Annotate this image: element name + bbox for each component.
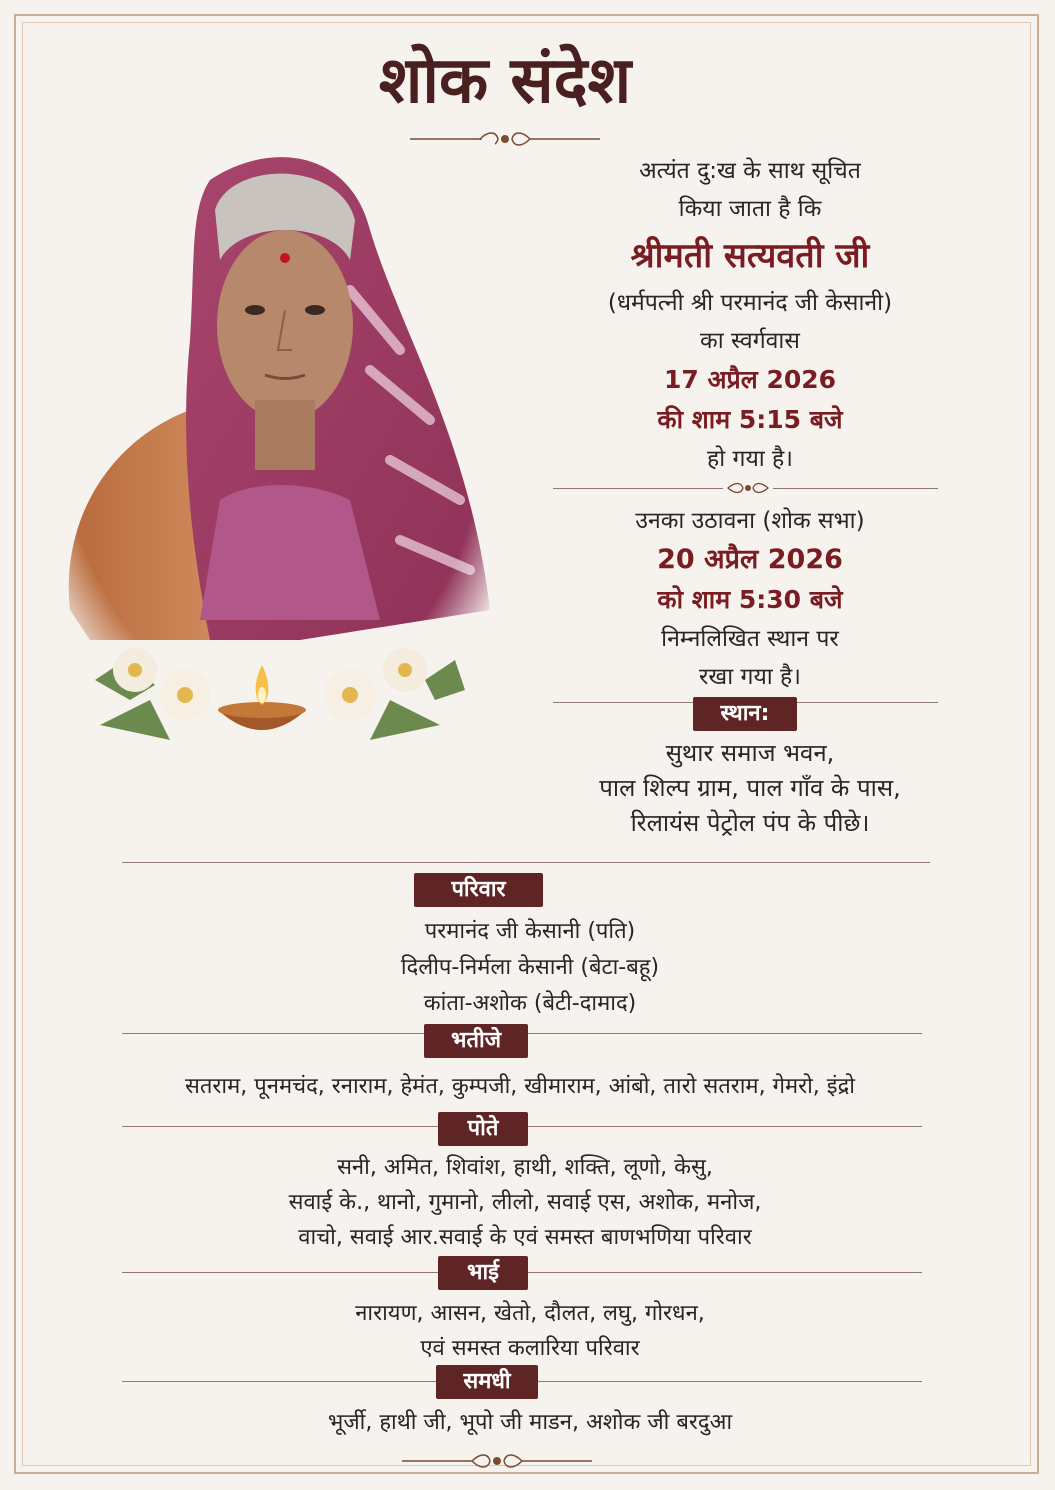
notice-intro-2: किया जाता है कि <box>678 196 822 222</box>
divider <box>122 1126 438 1127</box>
family-label: परिवार <box>414 873 543 907</box>
page-title: शोक संदेश <box>378 43 632 118</box>
divider <box>797 702 938 703</box>
divider <box>122 1033 424 1034</box>
in-laws-list <box>150 1405 910 1440</box>
family-line: परमानंद जी केसानी (पति) <box>424 919 636 944</box>
divider <box>553 488 723 489</box>
in-laws-label: समधी <box>436 1365 538 1399</box>
in-laws-line: भूर्जी, हाथी जी, भूपो जी माडन, अशोक जी बरदुआ <box>327 1410 733 1435</box>
family-line: कांता-अशोक (बेटी-दामाद) <box>423 991 637 1016</box>
grandsons-line: वाचो, सवाई आर.सवाई के एवं समस्त बाणभणिया परिवार <box>298 1225 752 1250</box>
divider <box>122 862 930 863</box>
uthavna-date: 20 अप्रैल 2026 <box>657 544 843 575</box>
brothers-line: एवं समस्त कलारिया परिवार <box>420 1336 640 1361</box>
event-text: का स्वर्गवास <box>700 328 800 354</box>
uthavna-time: को शाम 5:30 बजे <box>657 585 843 614</box>
family-list <box>200 914 860 1022</box>
divider <box>122 1381 436 1382</box>
venue-line: सुथार समाज भवन, <box>665 739 835 767</box>
uthavna-line-1: निम्नलिखित स्थान पर <box>661 626 839 652</box>
nephews-label: भतीजे <box>424 1024 528 1058</box>
death-time: की शाम 5:15 बजे <box>657 405 843 434</box>
brothers-list <box>200 1296 860 1366</box>
uthavna-intro: उनका उठावना (शोक सभा) <box>635 508 865 534</box>
family-line: दिलीप-निर्मला केसानी (बेटा-बहू) <box>400 955 660 980</box>
divider <box>528 1033 922 1034</box>
notice-closing: हो गया है। <box>707 446 793 472</box>
death-date: 17 अप्रैल 2026 <box>663 365 837 394</box>
brothers-label: भाई <box>438 1256 528 1290</box>
uthavna-block <box>550 502 950 696</box>
nephews-line: सतराम, पूनमचंद, रनाराम, हेमंत, कुम्पजी, खीमाराम, आंबो, तारो सतराम, गेमरो, इंद्रो <box>185 1074 855 1099</box>
divider <box>528 1126 922 1127</box>
divider <box>538 1381 922 1382</box>
notice-block <box>550 152 950 478</box>
venue-address <box>530 736 970 841</box>
grandsons-line: सवाई के., थानो, गुमानो, लीलो, सवाई एस, अशोक, मनोज, <box>288 1190 762 1215</box>
deceased-name: श्रीमती सत्यवती जी <box>630 236 870 276</box>
ornament-divider-icon <box>402 1450 592 1472</box>
venue-line: रिलायंस पेट्रोल पंप के पीछे। <box>630 809 870 837</box>
divider <box>528 1272 922 1273</box>
divider <box>122 1272 438 1273</box>
ornament-divider-icon <box>723 480 773 496</box>
divider <box>553 702 693 703</box>
grandsons-list <box>130 1150 920 1255</box>
grandsons-label: पोते <box>438 1112 528 1146</box>
brothers-line: नारायण, आसन, खेतो, दौलत, लघु, गोरधन, <box>355 1301 705 1326</box>
uthavna-line-2: रखा गया है। <box>699 664 801 690</box>
portrait-image <box>50 140 495 770</box>
grandsons-line: सनी, अमित, शिवांश, हाथी, शक्ति, लूणो, केसु, <box>337 1155 713 1180</box>
venue-label: स्थान: <box>693 697 797 731</box>
venue-line: पाल शिल्प ग्राम, पाल गाँव के पास, <box>599 774 901 802</box>
spouse-note: (धर्मपत्नी श्री परमानंद जी केसानी) <box>607 290 893 316</box>
divider <box>773 488 938 489</box>
notice-intro-1: अत्यंत दु:ख के साथ सूचित <box>639 158 861 184</box>
nephews-list <box>60 1069 980 1104</box>
